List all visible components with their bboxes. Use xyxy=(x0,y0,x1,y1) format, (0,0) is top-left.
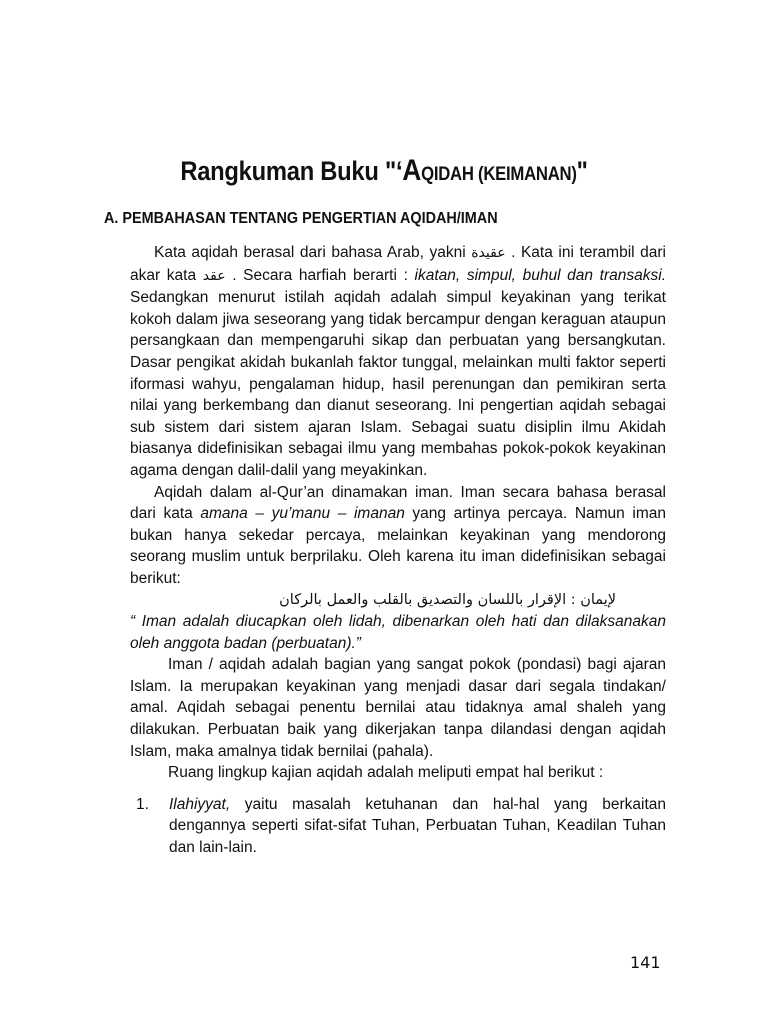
paragraph-1 xyxy=(130,242,666,482)
list-term: Ilahiyyat, xyxy=(169,795,231,813)
paragraph-3: Iman / aqidah adalah bagian yang sangat pokok (pondasi) bagi ajaran Islam. Ia merupakan keyakinan yang menjadi dasar dari segala tindakan/ amal. Aqidah sebagai penentu bernilai atau tidaknya amal shaleh yang dilakukan. Perbuatan baik yang dikerjakan tanpa dilandasi dengan aqidah Islam, maka amalnya tidak bernilai (pahala). xyxy=(130,656,666,760)
title-big-letter: A xyxy=(402,154,422,187)
p1-text-2: . Kata ini terambil dari akar kata xyxy=(130,244,666,284)
title-small-caps: QIDAH (KEIMANAN) xyxy=(421,164,577,185)
page-number: 141 xyxy=(630,953,661,972)
arabic-definition: لإيمان : الإقرار باللسان والتصديق بالقلب والعمل بالركان xyxy=(279,591,616,608)
p2-emphasis: amana – yu’manu – imanan xyxy=(200,505,405,523)
p1-text-4: Sedangkan menurut istilah aqidah adalah simpul keyakinan yang terikat kokoh dalam jiwa seseorang yang tidak bercampur dengan keraguan ataupun persangkaan dan mempengaruhi sikap dan perbuatan yang bersangkutan. Dasar pengikat akidah bukanlah faktor tunggal, melainkan multi faktor seperti iformasi wahyu, pengalaman hidup, hasil perenungan dan pemikiran serta nilai yang berkembang dan dianut seseorang. Ini pengertian aqidah sebagai sub sistem dari sistem ajaran Islam. Sebagai suatu disiplin ilmu Akidah biasanya didefinisikan sebagai ilmu yang membahas pokok-pokok keyakinan agama dengan dalil-dalil yang meyakinkan. xyxy=(130,289,666,479)
paragraph-4: Ruang lingkup kajian aqidah adalah meliputi empat hal berikut : xyxy=(168,764,604,782)
scope-list xyxy=(130,794,666,859)
p1-arabic-1: عقيدة xyxy=(471,245,506,261)
list-text: yaitu masalah ketuhanan dan hal-hal yang berkaitan dengannya seperti sifat-sifat Tuhan, Perbuatan Tuhan, Keadilan Tuhan dan lain-lain. xyxy=(169,795,666,857)
p1-emphasis: ikatan, simpul, buhul dan transaksi. xyxy=(414,266,667,284)
p1-text-1: Kata aqidah berasal dari bahasa Arab, yakni xyxy=(154,244,472,261)
title-main: Rangkuman Buku "‘ xyxy=(180,156,403,186)
list-item xyxy=(130,794,666,859)
p1-text-3: . Secara harfiah berarti : xyxy=(225,266,415,284)
page-title xyxy=(46,154,722,188)
section-heading: A. PEMBAHASAN TENTANG PENGERTIAN AQIDAH/IMAN xyxy=(104,210,498,227)
p2-text-1: Aqidah dalam al-Qur’an dinamakan iman. Iman secara bahasa berasal dari kata xyxy=(130,483,666,523)
p1-arabic-2: عقد xyxy=(202,267,226,284)
definition-quote: “ Iman adalah diucapkan oleh lidah, dibenarkan oleh hati dan dilaksanakan oleh anggota badan (perbuatan).” xyxy=(130,613,666,652)
paragraph-2 xyxy=(130,482,666,590)
list-number: 1. xyxy=(136,795,149,813)
title-close: " xyxy=(576,156,588,186)
body-text xyxy=(130,242,666,859)
p2-text-2: yang artinya percaya. Namun iman bukan hanya sekedar percaya, melainkan keyakinan yang mendorong seorang muslim untuk berprilaku. Oleh karena itu iman didefinisikan sebagai berikut: xyxy=(130,505,666,587)
